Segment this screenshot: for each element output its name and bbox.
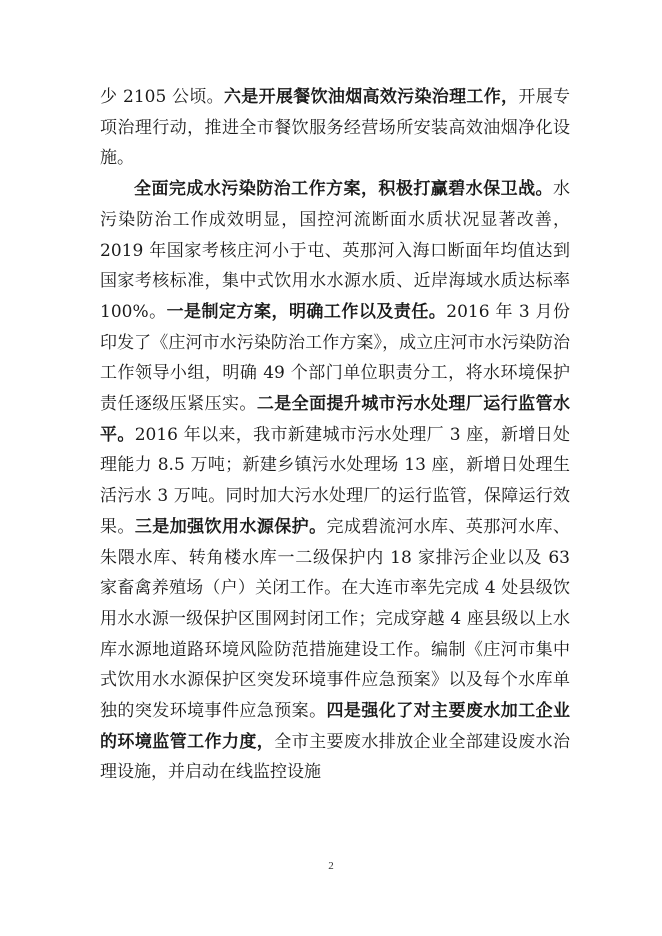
paragraph-1 <box>100 82 570 174</box>
text-run: 2016 年 3 月份印发了《庄河市水污染防治工作方案》，成立庄河市水污染防治工作领导小组，明确 49 个部门单位职责分工，将水环境保护责任逐级压紧压实。 <box>100 301 570 415</box>
text-run: 少 2105 公顷。 <box>100 87 224 107</box>
bold-key-point: 六是开展餐饮油烟高效污染治理工作， <box>223 87 519 107</box>
text-run: 水污染防治工作成效明显，国控河流断面水质状况显著改善，2019 年国家考核庄河小于屯、英那河入海口断面年均值达到国家考核标准，集中式饮用水水源水质、近岸海域水质达标率 100%。 <box>100 179 570 322</box>
text-run: 全市主要废水排放企业全部建设废水治理设施，并启动在线监控设施 <box>100 731 571 783</box>
section-heading: 全面完成水污染防治工作方案，积极打赢碧水保卫战。 <box>134 179 553 200</box>
bold-key-point: 一是制定方案，明确工作以及责任。 <box>166 301 447 322</box>
text-run: 完成碧流河水库、英那河水库、朱隈水库、转角楼水库一二级保护内 18 家排污企业以及 63 家畜禽养殖场（户）关闭工作。在大连市率先完成 4 处县级饮用水水源一级保护区围网封闭工作；完成穿越 4 座县级以上水库水源地道路环境风险防范措施建设工作。编制《庄河市集中式饮用水水源保护区突发环境事件应急预案》以及每个水库单独的突发环境事件应急预案。 <box>100 516 571 722</box>
paragraph-2 <box>100 174 570 788</box>
body-text <box>100 82 570 788</box>
page-number: 2 <box>328 860 334 872</box>
text-run: 2016 年以来，我市新建城市污水处理厂 3 座，新增日处理能力 8.5 万吨；新建乡镇污水处理场 13 座，新增日处理生活污水 3 万吨。同时加大污水处理厂的运行监管，保障运行效果。 <box>100 424 571 537</box>
bold-key-point: 二是全面提升城市污水处理厂运行监管水平。 <box>100 394 571 445</box>
bold-key-point: 四是强化了对主要废水加工企业的环境监管工作力度， <box>100 701 570 752</box>
text-run: 开展专项治理行动，推进全市餐饮服务经营场所安装高效油烟净化设施。 <box>100 87 571 169</box>
bold-key-point: 三是加强饮用水源保护。 <box>134 516 327 537</box>
